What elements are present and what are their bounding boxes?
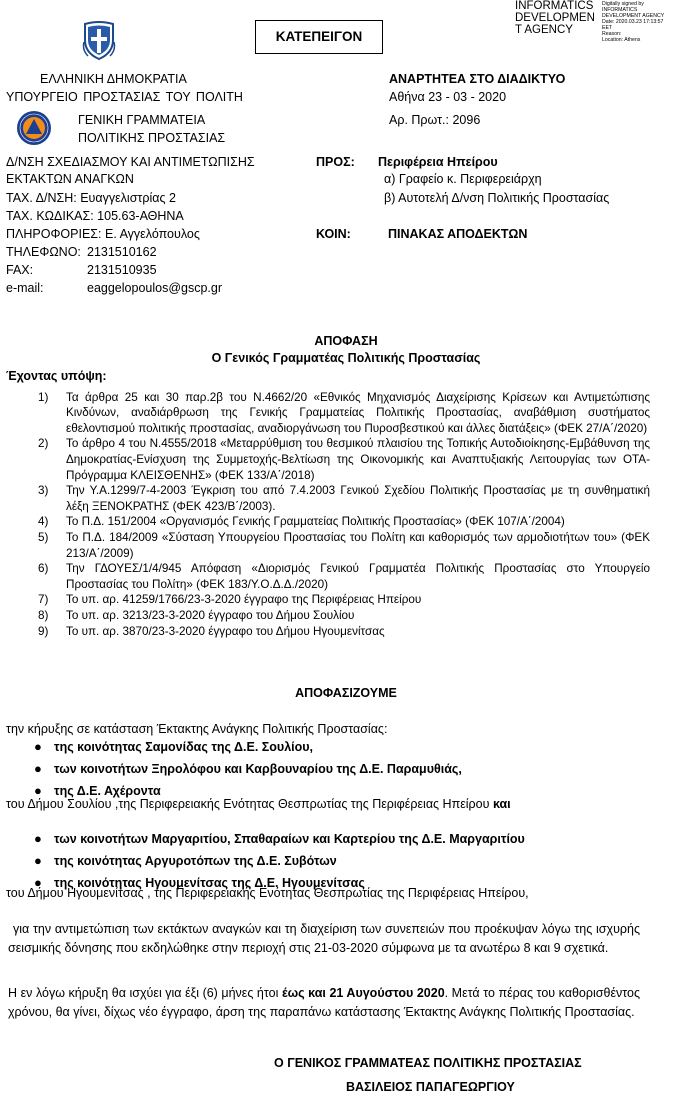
to-recipient-b: β) Αυτοτελή Δ/νση Πολιτικής Προστασίας xyxy=(384,191,610,205)
contact-person: ΠΛΗΡΟΦΟΡΙΕΣ: Ε. Αγγελόπουλος xyxy=(6,227,200,241)
cc-recipient: ΠΙΝΑΚΑΣ ΑΠΟΔΕΚΤΩΝ xyxy=(388,227,528,241)
list-item: 4) Το Π.Δ. 151/2004 «Οργανισμός Γενικής Γραμματείας Πολιτικής Προστασίας» (ΦΕΚ 107/Α΄/2004) xyxy=(38,515,565,529)
list-item: 8) Το υπ. αρ. 3213/23-3-2020 έγγραφο του Δήμου Σουλίου xyxy=(38,609,355,622)
ministry-title: ΥΠΟΥΡΓΕΙΟ ΠΡΟΣΤΑΣΙΑΣ ΤΟΥ ΠΟΛΙΤΗ xyxy=(6,90,243,104)
list-item: ● της Δ.Ε. Αχέροντα xyxy=(34,783,161,798)
list-item: 9) Το υπ. αρ. 3870/23-3-2020 έγγραφο του Δήμου Ηγουμενίτσας xyxy=(38,624,385,638)
igoumenitsa-municipality-line: του Δήμου Ηγουμενίτσας , της Περιφερειακής Ενότητας Θεσπρωτίας της Περιφέρειας Ηπείρου, xyxy=(6,886,529,900)
department-line2: ΕΚΤΑΚΤΩΝ ΑΝΑΓΚΩΝ xyxy=(6,172,134,186)
postal-address: ΤΑΧ. Δ/ΝΣΗ: Ευαγγελιστρίας 2 xyxy=(6,191,176,205)
area-list-igoumenitsa xyxy=(34,828,525,894)
cc-label: ΚΟΙΝ: xyxy=(316,227,351,241)
list-item: ● των κοινοτήτων Μαργαριτίου, Σπαθαραίων και Καρτερίου της Δ.Ε. Μαργαριτίου xyxy=(34,831,525,846)
secretariat-line2: ΠΟΛΙΤΙΚΗΣ ΠΡΟΣΤΑΣΙΑΣ xyxy=(78,131,226,145)
secretariat-line1: ΓΕΝΙΚΗ ΓΡΑΜΜΑΤΕΙΑ xyxy=(78,113,206,127)
soulio-municipality-line: του Δήμου Σουλίου ,της Περιφερειακής Ενότητας Θεσπρωτίας της Περιφέρειας Ηπείρου και xyxy=(6,797,511,811)
republic-title: ΕΛΛΗΝΙΚΗ ΔΗΜΟΚΡΑΤΙΑ xyxy=(40,72,187,86)
list-item: 7) Το υπ. αρ. 41259/1766/23-3-2020 έγγραφο της Περιφέρειας Ηπείρου xyxy=(38,593,422,607)
list-item: 6) Την ΓΔΟΥΕΣ/1/4/945 Απόφαση «Διορισμός Γενικού Γραμματέα Πολιτικής Προστασίας στο Υπουργείο Προστασίας του Πολίτη» (ΦΕΚ 183/Υ.Ο.Δ.Δ./2020) xyxy=(38,562,650,591)
to-recipient-a: α) Γραφείο κ. Περιφερειάρχη xyxy=(384,172,542,186)
list-item: ● της κοινότητας Αργυροτόπων της Δ.Ε. Συβότων xyxy=(34,853,337,868)
digital-signature-details: Digitally signed by INFORMATICS DEVELOPMENT AGENCY Date: 2020.03.23 17:13:57 EET Reason: Location: Athens xyxy=(602,1,665,43)
signatory-title: Ο ΓΕΝΙΚΟΣ ΓΡΑΜΜΑΤΕΑΣ ΠΟΛΙΤΙΚΗΣ ΠΡΟΣΤΑΣΙΑΣ xyxy=(274,1056,582,1070)
list-item: 5) Το Π.Δ. 184/2009 «Σύσταση Υπουργείου Προστασίας του Πολίτη και καθορισμός των αρμοδιοτήτων του» (ΦΕΚ 213/Α΄/2009) xyxy=(38,531,650,560)
considering-heading: Έχοντας υπόψη: xyxy=(6,369,107,383)
protocol-number: Αρ. Πρωτ.: 2096 xyxy=(389,113,481,127)
list-item: 3) Την Υ.Α.1299/7-4-2003 Έγκριση του από 7.4.2003 Γενικού Σχεδίου Πολιτικής Προστασίας με τη συνθηματική λέξη ΞΕΝΟΚΡΑΤΗΣ (ΦΕΚ 423/Β΄/2003). xyxy=(38,484,650,513)
list-item: 2) Το άρθρο 4 του Ν.4555/2018 «Μεταρρύθμιση του θεσμικού πλαισίου της Τοπικής Αυτοδιοίκησης-Εμβάθυνση της Δημοκρατίας-Ενίσχυση της Συμμετοχής-Βελτίωση της Οικονομικής και Αναπτυξιακής Λειτουργίας των ΟΤΑ-Πρόγραμμα ΚΛΕΙΣΘΕΝΗΣ» (ΦΕΚ 133/Α΄/2018) xyxy=(38,437,650,482)
decision-title: ΑΠΟΦΑΣΗ xyxy=(314,334,378,348)
declaration-intro: την κήρυξης σε κατάσταση Έκτακτης Ανάγκης Πολιτικής Προστασίας: xyxy=(6,722,388,736)
purpose-paragraph: για την αντιμετώπιση των εκτάκτων αναγκών και τη διαχείριση των συνεπειών που προέκυψαν λόγω της ισχυρής σεισμικής δόνησης που εκδηλώθηκε στην περιοχή στις 21-03-2020 σύμφωνα με τα ανωτέρω 8 και 9 σχετικά. xyxy=(8,922,640,955)
validity-paragraph: Η εν λόγω κήρυξη θα ισχύει για έξι (6) μήνες ήτοι έως και 21 Αυγούστου 2020. Μετά το πέρας του καθορισθέντος χρόνου, θα γίνει, δίχως νέο έγγραφο, άρση της παραπάνω κατάστασης Έκτακτης Ανάγκης Πολιτικής Προστασίας. xyxy=(8,986,640,1019)
civil-protection-logo xyxy=(16,110,52,146)
list-item: 1) Τα άρθρα 25 και 30 παρ.2β του Ν.4662/20 «Εθνικός Μηχανισμός Διαχείρισης Κρίσεων και Αντιμετώπισης Κινδύνων, αναδιάρθρωση της Γενικής Γραμματείας Πολιτικής Προστασίας, αναβάθμιση συστήματος εθελοντισμού πολιτικής προστασίας, αναδιοργάνωση του Πυροσβεστικού και άλλες διατάξεις» (ΦΕΚ 27/Α΄/2020) xyxy=(38,390,650,435)
email-label: e-mail: xyxy=(6,281,44,295)
and-conjunction: και xyxy=(492,797,511,811)
list-item: ● των κοινοτήτων Ξηρολόφου και Καρβουναρίου της Δ.Ε. Παραμυθιάς, xyxy=(34,761,462,776)
fax-value: 2131510935 xyxy=(87,263,157,277)
department-line1: Δ/ΝΣΗ ΣΧΕΔΙΑΣΜΟΥ ΚΑΙ ΑΝΤΙΜΕΤΩΠΙΣΗΣ xyxy=(6,155,255,169)
we-decide-heading: ΑΠΟΦΑΣΙΖΟΥΜΕ xyxy=(295,686,397,700)
decision-subtitle: Ο Γενικός Γραμματέας Πολιτικής Προστασίας xyxy=(211,351,481,365)
phone-value: 2131510162 xyxy=(87,245,157,259)
signatory-name: ΒΑΣΙΛΕΙΟΣ ΠΑΠΑΓΕΩΡΓΙΟΥ xyxy=(346,1080,515,1094)
phone-label: ΤΗΛΕΦΩΝΟ: xyxy=(6,245,81,259)
urgent-label: ΚΑΤΕΠΕΙΓΟΝ xyxy=(255,20,383,54)
area-list-soulio xyxy=(34,736,462,802)
coat-of-arms-emblem xyxy=(82,20,116,60)
to-recipient: Περιφέρεια Ηπείρου xyxy=(378,155,498,169)
post-online-label: ΑΝΑΡΤΗΤΕΑ ΣΤΟ ΔΙΑΔΙΚΤΥΟ xyxy=(389,72,566,86)
list-item: ● της κοινότητας Σαμονίδας της Δ.Ε. Σουλίου, xyxy=(34,739,314,754)
list-item: ● της κοινότητας Ηγουμενίτσας της Δ.Ε. Ηγουμενίτσας xyxy=(34,875,365,890)
legal-references-list xyxy=(38,390,650,640)
postal-code: ΤΑΧ. ΚΩΔΙΚΑΣ: 105.63-ΑΘΗΝΑ xyxy=(6,209,184,223)
to-label: ΠΡΟΣ: xyxy=(316,155,355,169)
document-date: Αθήνα 23 - 03 - 2020 xyxy=(389,90,507,104)
email-value: eaggelopoulos@gscp.gr xyxy=(87,281,223,295)
digital-signature-org: INFORMATICS DEVELOPMEN T AGENCY xyxy=(515,0,595,36)
fax-label: FAX: xyxy=(6,263,34,277)
